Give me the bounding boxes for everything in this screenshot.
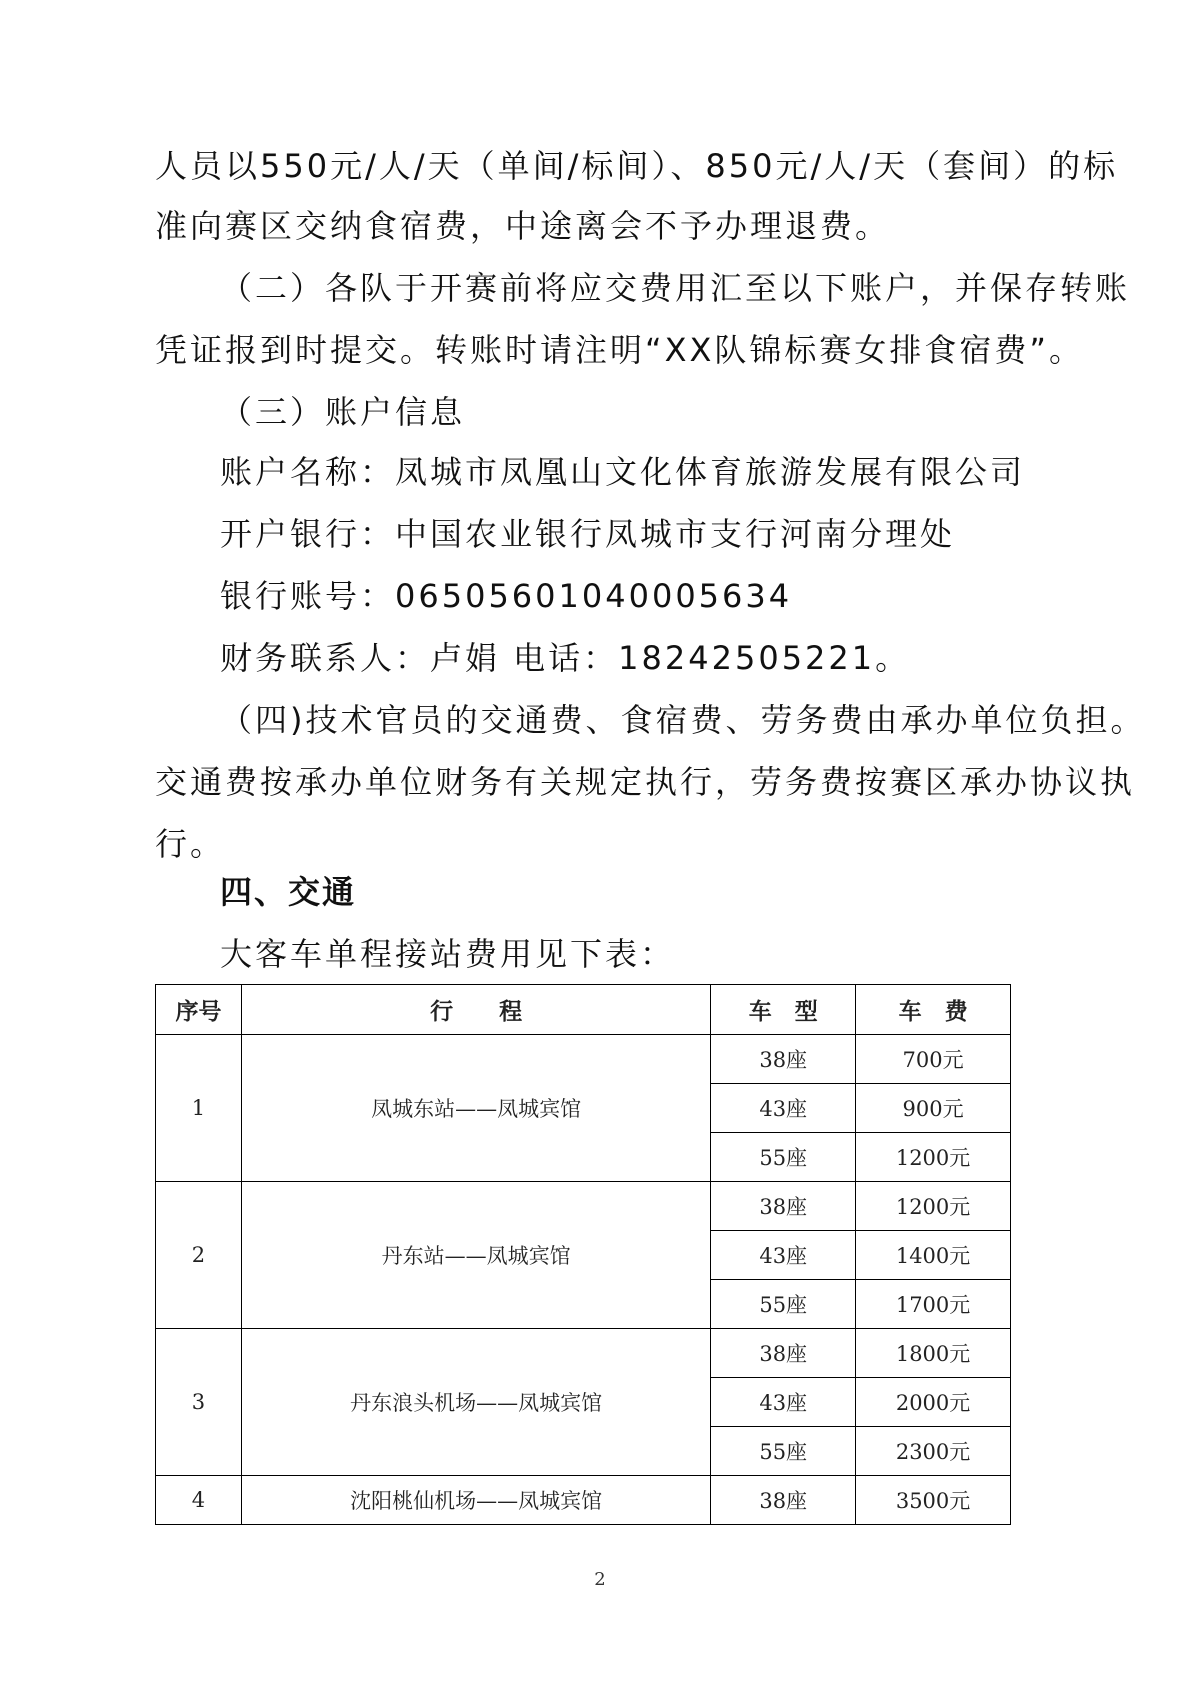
vehicle-type-cell: 38座 bbox=[711, 1182, 856, 1231]
paragraph-line: （二）各队于开赛前将应交费用汇至以下账户，并保存转账 bbox=[220, 269, 1131, 307]
route-cell: 沈阳桃仙机场——凤城宾馆 bbox=[241, 1476, 710, 1525]
paragraph-line: 行。 bbox=[155, 825, 226, 863]
fee-cell: 700元 bbox=[856, 1035, 1011, 1084]
route-cell: 凤城东站——凤城宾馆 bbox=[241, 1035, 710, 1182]
paragraph-line: 准向赛区交纳食宿费，中途离会不予办理退费。 bbox=[155, 207, 891, 245]
fee-cell: 1800元 bbox=[856, 1329, 1011, 1378]
table-row bbox=[156, 1182, 1011, 1231]
section-heading: 四、交通 bbox=[220, 873, 357, 911]
row-number: 3 bbox=[156, 1329, 242, 1476]
paragraph-line: （三）账户信息 bbox=[220, 393, 466, 431]
finance-contact: 财务联系人：卢娟 电话：18242505221。 bbox=[220, 639, 911, 677]
paragraph-line: （四)技术官员的交通费、食宿费、劳务费由承办单位负担。 bbox=[220, 701, 1146, 739]
header-fee: 车 费 bbox=[856, 985, 1011, 1035]
paragraph-line: 交通费按承办单位财务有关规定执行，劳务费按赛区承办协议执 bbox=[155, 763, 1136, 801]
fee-cell: 1700元 bbox=[856, 1280, 1011, 1329]
fee-cell: 3500元 bbox=[856, 1476, 1011, 1525]
page-number: 2 bbox=[594, 1569, 606, 1590]
vehicle-type-cell: 55座 bbox=[711, 1133, 856, 1182]
fee-cell: 900元 bbox=[856, 1084, 1011, 1133]
table-row bbox=[156, 1035, 1011, 1084]
table-row bbox=[156, 1476, 1011, 1525]
vehicle-type-cell: 55座 bbox=[711, 1427, 856, 1476]
vehicle-type-cell: 43座 bbox=[711, 1231, 856, 1280]
vehicle-type-cell: 43座 bbox=[711, 1378, 856, 1427]
vehicle-type-cell: 43座 bbox=[711, 1084, 856, 1133]
vehicle-type-cell: 38座 bbox=[711, 1476, 856, 1525]
header-route: 行 程 bbox=[241, 985, 710, 1035]
row-number: 1 bbox=[156, 1035, 242, 1182]
paragraph-line: 人员以550元/人/天（单间/标间）、850元/人/天（套间）的标 bbox=[155, 147, 1119, 185]
bank-name: 开户银行：中国农业银行凤城市支行河南分理处 bbox=[220, 515, 956, 553]
paragraph-line: 凭证报到时提交。转账时请注明“XX队锦标赛女排食宿费”。 bbox=[155, 331, 1085, 369]
fee-cell: 1200元 bbox=[856, 1133, 1011, 1182]
vehicle-type-cell: 38座 bbox=[711, 1035, 856, 1084]
fee-cell: 1200元 bbox=[856, 1182, 1011, 1231]
header-no: 序号 bbox=[156, 985, 242, 1035]
account-name: 账户名称：凤城市凤凰山文化体育旅游发展有限公司 bbox=[220, 453, 1026, 491]
bus-fee-table bbox=[155, 984, 1011, 1525]
header-vehicle-type: 车 型 bbox=[711, 985, 856, 1035]
vehicle-type-cell: 55座 bbox=[711, 1280, 856, 1329]
fee-cell: 1400元 bbox=[856, 1231, 1011, 1280]
table-intro: 大客车单程接站费用见下表： bbox=[220, 935, 676, 973]
fee-cell: 2000元 bbox=[856, 1378, 1011, 1427]
vehicle-type-cell: 38座 bbox=[711, 1329, 856, 1378]
route-cell: 丹东浪头机场——凤城宾馆 bbox=[241, 1329, 710, 1476]
account-number: 银行账号：06505601040005634 bbox=[220, 577, 793, 615]
table-row bbox=[156, 1329, 1011, 1378]
row-number: 2 bbox=[156, 1182, 242, 1329]
row-number: 4 bbox=[156, 1476, 242, 1525]
fee-cell: 2300元 bbox=[856, 1427, 1011, 1476]
table-header-row bbox=[156, 985, 1011, 1035]
route-cell: 丹东站——凤城宾馆 bbox=[241, 1182, 710, 1329]
